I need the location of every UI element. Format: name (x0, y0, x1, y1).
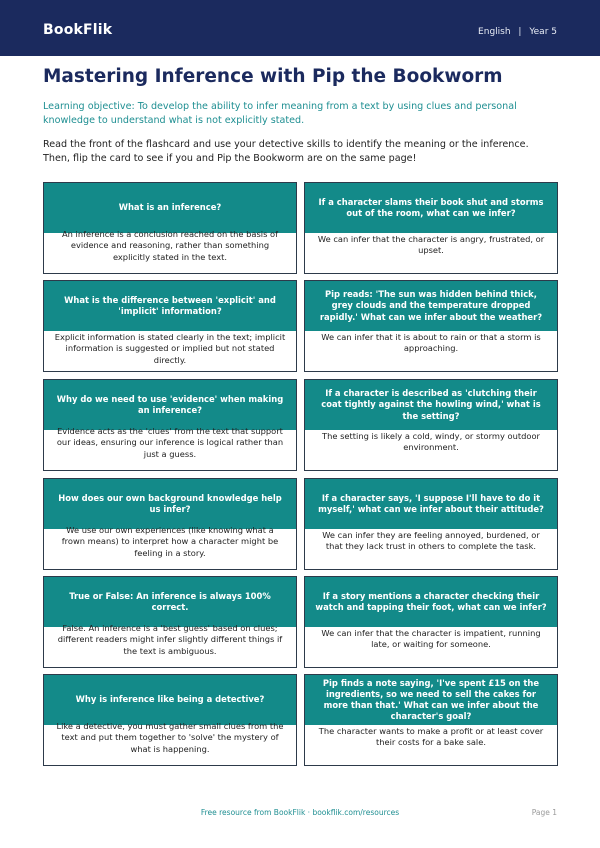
card-back: We can infer that the character is angry, frustrated, or upset. (317, 234, 545, 256)
card-front: If a story mentions a character checking their watch and tapping their foot, what can we infer? (305, 577, 557, 627)
intro-text: Read the front of the flashcard and use your detective skills to identify the meaning or the inference. Then, flip the card to see if you and Pip the Bookworm are on the same page! (43, 139, 529, 164)
card-back: We can infer that the character is impatient, running late, or waiting for someone. (321, 628, 541, 650)
card-back: False. An inference is a 'best guess' based on clues; different readers might infer slightly different things if the text is ambiguous. (57, 623, 283, 656)
subject-year-breadcrumb (478, 27, 557, 37)
card-front: If a character is described as 'clutching their coat tightly against the howling wind,' what is the setting? (305, 380, 557, 430)
card-back: We can infer they are feeling annoyed, burdened, or that they lack trust in others to complete the task. (322, 530, 540, 552)
card-back: Evidence acts as the 'clues' from the text that support our ideas, ensuring our inference is logical rather than just a guess. (56, 426, 284, 459)
card-front: Why do we need to use 'evidence' when making an inference? (44, 380, 296, 430)
top-bar (0, 0, 600, 56)
flashcard[interactable] (304, 576, 558, 668)
card-front: If a character slams their book shut and storms out of the room, what can we infer? (305, 183, 557, 233)
card-back: We can infer that it is about to rain or that a storm is approaching. (321, 332, 541, 354)
flashcard[interactable] (43, 182, 297, 274)
footer-resource-link[interactable]: Free resource from BookFlik · bookflik.com/resources (200, 808, 400, 817)
flashcard[interactable] (43, 576, 297, 668)
flashcard[interactable] (43, 674, 297, 766)
flashcard[interactable] (304, 674, 558, 766)
flashcard[interactable] (304, 280, 558, 372)
flashcard[interactable] (43, 280, 297, 372)
card-back: Explicit information is stated clearly in the text; implicit information is suggested or implied but not stated directly. (54, 332, 286, 365)
card-front: Why is inference like being a detective? (44, 675, 296, 725)
card-front: If a character says, 'I suppose I'll have to do it myself,' what can we infer about their attitude? (305, 479, 557, 529)
card-back: The character wants to make a profit or at least cover their costs for a bake sale. (318, 726, 544, 748)
flashcard[interactable] (43, 478, 297, 570)
flashcard[interactable] (304, 182, 558, 274)
breadcrumb-separator: | (518, 27, 522, 37)
flashcard[interactable] (43, 379, 297, 471)
card-front: How does our own background knowledge help us infer? (44, 479, 296, 529)
card-back: We use our own experiences (like knowing what a frown means) to interpret how a character might be feeling in a story. (61, 525, 279, 558)
card-front: Pip finds a note saying, 'I've spent £15 on the ingredients, so we need to sell the cakes for more than that.' What can we infer about the character's goal? (305, 675, 557, 725)
card-front: What is the difference between 'explicit' and 'implicit' information? (44, 281, 296, 331)
card-front: Pip reads: 'The sun was hidden behind thick, grey clouds and the temperature dropped rapidly.' What can we infer about the weather? (305, 281, 557, 331)
card-back: Like a detective, you must gather small clues from the text and put them together to 'solve' the mystery of what is happening. (56, 721, 284, 754)
flashcard[interactable] (304, 478, 558, 570)
card-back: An inference is a conclusion reached on the basis of evidence and reasoning, rather than something explicitly stated in the text. (61, 229, 279, 262)
page-title: Mastering Inference with Pip the Bookworm (43, 66, 503, 87)
learning-objective: Learning objective: To develop the ability to infer meaning from a text by using clues and personal knowledge to understand what is not explicitly stated. (43, 101, 517, 126)
card-back: The setting is likely a cold, windy, or stormy outdoor environment. (322, 431, 540, 453)
flashcard[interactable] (304, 379, 558, 471)
brand-logo[interactable]: BookFlik (43, 22, 113, 38)
card-front: True or False: An inference is always 100% correct. (44, 577, 296, 627)
year-label: Year 5 (529, 27, 557, 37)
subject-label: English (478, 27, 511, 37)
card-front: What is an inference? (44, 183, 296, 233)
page-number: Page 1 (531, 808, 557, 817)
